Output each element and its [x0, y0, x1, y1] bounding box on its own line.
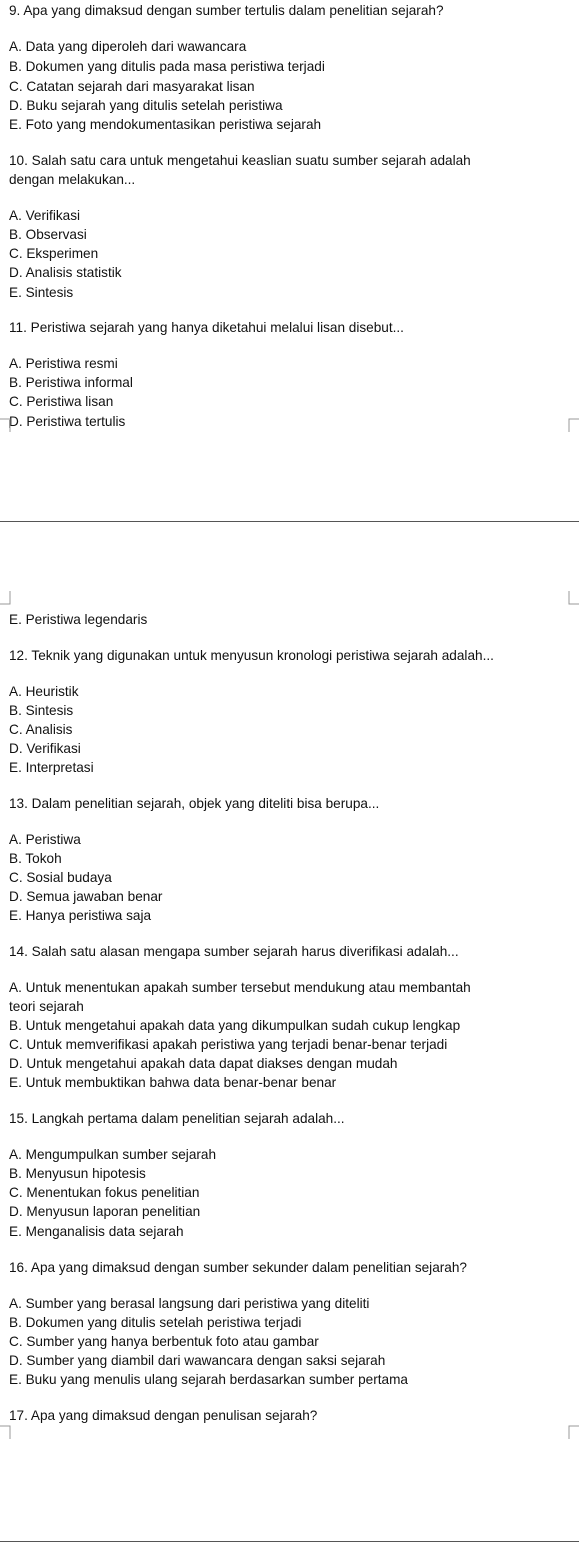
option-15d: D. Menyusun laporan penelitian	[9, 1204, 201, 1219]
option-14a-continued: teori sejarah	[9, 999, 84, 1014]
option-13d: D. Semua jawaban benar	[9, 889, 163, 904]
option-10c: C. Eksperimen	[9, 246, 99, 261]
option-14c: C. Untuk memverifikasi apakah peristiwa yang terjadi benar-benar terjadi	[9, 1037, 448, 1052]
option-10e: E. Sintesis	[9, 285, 74, 300]
crop-mark-bottom-right-2-svg	[565, 1425, 579, 1439]
option-16c: C. Sumber yang hanya berbentuk foto atau gambar	[9, 1334, 319, 1349]
option-15b: B. Menyusun hipotesis	[9, 1166, 146, 1181]
option-12b: B. Sintesis	[9, 703, 74, 718]
question-10-line2: dengan melakukan...	[9, 172, 136, 187]
option-15e: E. Menganalisis data sejarah	[9, 1224, 184, 1239]
question-14: 14. Salah satu alasan mengapa sumber sejarah harus diverifikasi adalah...	[9, 944, 459, 959]
option-10b: B. Observasi	[9, 227, 87, 242]
question-17: 17. Apa yang dimaksud dengan penulisan sejarah?	[9, 1408, 318, 1423]
option-11d: D. Peristiwa tertulis	[9, 414, 126, 429]
option-13a: A. Peristiwa	[9, 832, 81, 847]
page-divider-2	[0, 1541, 579, 1542]
option-9b: B. Dokumen yang ditulis pada masa peristiwa terjadi	[9, 59, 325, 74]
option-16b: B. Dokumen yang ditulis setelah peristiwa terjadi	[9, 1315, 302, 1330]
option-9c: C. Catatan sejarah dari masyarakat lisan	[9, 79, 255, 94]
crop-mark-top-right-svg	[565, 591, 579, 605]
page-divider-1	[0, 521, 579, 522]
option-13e: E. Hanya peristiwa saja	[9, 908, 152, 923]
question-15: 15. Langkah pertama dalam penelitian sejarah adalah...	[9, 1111, 345, 1126]
option-9a: A. Data yang diperoleh dari wawancara	[9, 39, 247, 54]
option-14b: B. Untuk mengetahui apakah data yang dikumpulkan sudah cukup lengkap	[9, 1018, 461, 1033]
crop-mark-top-left-svg	[0, 591, 14, 605]
question-12: 12. Teknik yang digunakan untuk menyusun kronologi peristiwa sejarah adalah...	[9, 648, 494, 663]
option-16e: E. Buku yang menulis ulang sejarah berdasarkan sumber pertama	[9, 1372, 408, 1387]
option-15a: A. Mengumpulkan sumber sejarah	[9, 1147, 217, 1162]
option-16a: A. Sumber yang berasal langsung dari peristiwa yang diteliti	[9, 1296, 370, 1311]
question-16: 16. Apa yang dimaksud dengan sumber sekunder dalam penelitian sejarah?	[9, 1260, 467, 1275]
option-12c: C. Analisis	[9, 722, 73, 737]
option-10d: D. Analisis statistik	[9, 265, 122, 280]
option-11a: A. Peristiwa resmi	[9, 356, 118, 371]
question-13: 13. Dalam penelitian sejarah, objek yang diteliti bisa berupa...	[9, 796, 380, 811]
crop-mark-bottom-left-svg	[0, 418, 14, 432]
question-11: 11. Peristiwa sejarah yang hanya diketahui melalui lisan disebut...	[9, 320, 404, 335]
option-14d: D. Untuk mengetahui apakah data dapat diakses dengan mudah	[9, 1056, 398, 1071]
option-9e: E. Foto yang mendokumentasikan peristiwa sejarah	[9, 117, 322, 132]
crop-mark-bottom-left-2-svg	[0, 1425, 14, 1439]
option-11e: E. Peristiwa legendaris	[9, 612, 148, 627]
option-12a: A. Heuristik	[9, 684, 79, 699]
option-15c: C. Menentukan fokus penelitian	[9, 1185, 200, 1200]
option-12d: D. Verifikasi	[9, 741, 81, 756]
option-13b: B. Tokoh	[9, 851, 62, 866]
question-9: 9. Apa yang dimaksud dengan sumber tertulis dalam penelitian sejarah?	[9, 3, 444, 18]
option-14e: E. Untuk membuktikan bahwa data benar-benar benar	[9, 1075, 337, 1090]
option-11b: B. Peristiwa informal	[9, 375, 133, 390]
option-14a: A. Untuk menentukan apakah sumber tersebut mendukung atau membantah	[9, 980, 471, 995]
option-13c: C. Sosial budaya	[9, 870, 112, 885]
question-10-line1: 10. Salah satu cara untuk mengetahui keaslian suatu sumber sejarah adalah	[9, 153, 471, 168]
option-10a: A. Verifikasi	[9, 208, 81, 223]
crop-mark-bottom-right-svg	[565, 418, 579, 432]
option-16d: D. Sumber yang diambil dari wawancara dengan saksi sejarah	[9, 1353, 386, 1368]
option-9d: D. Buku sejarah yang ditulis setelah peristiwa	[9, 98, 283, 113]
option-11c: C. Peristiwa lisan	[9, 394, 114, 409]
option-12e: E. Interpretasi	[9, 760, 94, 775]
